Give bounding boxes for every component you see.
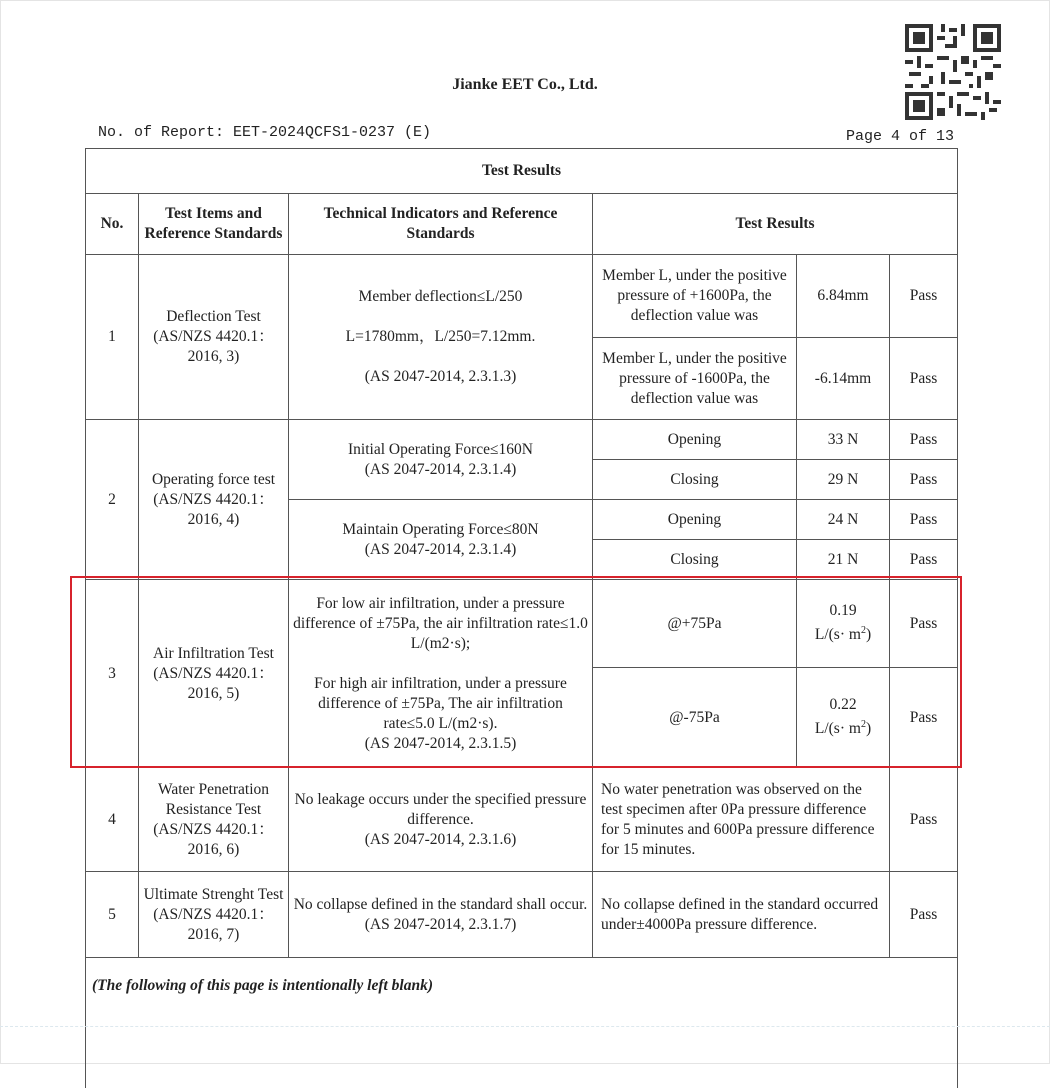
scan-divider (0, 1026, 1050, 1028)
header-test-results: Test Results (593, 194, 958, 255)
row2-indicator-initial-ref: (AS 2047-2014, 2.3.1.4) (293, 460, 588, 480)
row2-s1-result: Pass (890, 420, 958, 460)
row1-sub1-value: 6.84mm (797, 255, 890, 338)
row3-s2-unit: $L/(s\cdot m^2)$ (801, 715, 885, 739)
row2-s2-label: Closing (593, 460, 797, 500)
row2-s4-value: 21 N (797, 540, 890, 580)
row2-indicator-maintain-limit: Maintain Operating Force≤80N (293, 520, 588, 540)
page-number: Page 4 of 13 (846, 128, 954, 145)
row1-indicator-length: L=1780mm，L/250=7.12mm. (293, 327, 588, 347)
row5-result: Pass (890, 872, 958, 958)
row2-s4-label: Closing (593, 540, 797, 580)
row1-indicator-ref: (AS 2047-2014, 2.3.1.3) (293, 367, 588, 387)
header-no: No. (86, 194, 139, 255)
row3-s1-unit: $L/(s\cdot m^2)$ (801, 621, 885, 645)
row3-s2-label: @-75Pa (593, 668, 797, 768)
row5-indicator-text: No collapse defined in the standard shall occur. (293, 895, 588, 915)
row3-test-item: Air Infiltration Test (AS/NZS 4420.1：2016, 5) (139, 580, 289, 768)
row3-s2-result: Pass (890, 668, 958, 768)
row5-result-text: No collapse defined in the standard occurred under±4000Pa pressure difference. (593, 872, 890, 958)
row3-no: 3 (86, 580, 139, 768)
row4-indicator-text: No leakage occurs under the specified pressure difference. (293, 790, 588, 830)
row2-s1-value: 33 N (797, 420, 890, 460)
qr-code-icon (905, 24, 1001, 120)
row3-s2-value-cell (797, 668, 890, 768)
row2-indicator-initial-limit: Initial Operating Force≤160N (293, 440, 588, 460)
row2-test-item: Operating force test (AS/NZS 4420.1：2016, 4) (139, 420, 289, 580)
row5-test-item: Ultimate Strenght Test (AS/NZS 4420.1：2016, 7) (139, 872, 289, 958)
row3-indicator-low: For low air infiltration, under a pressure difference of ±75Pa, the air infiltration rate≤1.0 L/(m2·s); (293, 594, 588, 654)
row5-indicator-ref: (AS 2047-2014, 2.3.1.7) (293, 915, 588, 935)
row2-no: 2 (86, 420, 139, 580)
row2-s2-result: Pass (890, 460, 958, 500)
row2-s2-value: 29 N (797, 460, 890, 500)
row2-s3-label: Opening (593, 500, 797, 540)
row4-result: Pass (890, 768, 958, 872)
row3-indicator-high: For high air infiltration, under a pressure difference of ±75Pa, The air infiltration rate≤5.0 L/(m2·s). (293, 674, 588, 734)
row1-test-item: Deflection Test (AS/NZS 4420.1：2016, 3) (139, 255, 289, 420)
row2-indicator-initial (289, 420, 593, 500)
row4-test-item: Water Penetration Resistance Test (AS/NZS 4420.1：2016, 6) (139, 768, 289, 872)
row3-s2-value: 0.22 (801, 695, 885, 715)
row3-s1-result: Pass (890, 580, 958, 668)
row2-indicator-maintain (289, 500, 593, 580)
row5-indicators (289, 872, 593, 958)
row1-sub2-value: -6.14mm (797, 338, 890, 420)
row1-sub2-result: Pass (890, 338, 958, 420)
row2-s3-result: Pass (890, 500, 958, 540)
row1-indicators (289, 255, 593, 420)
row2-indicator-maintain-ref: (AS 2047-2014, 2.3.1.4) (293, 540, 588, 560)
row4-indicators (289, 768, 593, 872)
row3-indicators (289, 580, 593, 768)
row5-no: 5 (86, 872, 139, 958)
row3-s1-label: @+75Pa (593, 580, 797, 668)
test-results-table (85, 148, 958, 1088)
row1-sub1-desc: Member L, under the positive pressure of +1600Pa, the deflection value was (593, 255, 797, 338)
row4-result-text: No water penetration was observed on the test specimen after 0Pa pressure difference for 5 minutes and 600Pa pressure difference for 15 minutes. (593, 768, 890, 872)
row1-no: 1 (86, 255, 139, 420)
row2-s1-label: Opening (593, 420, 797, 460)
row2-s3-value: 24 N (797, 500, 890, 540)
report-number: No. of Report: EET-2024QCFS1-0237 (E) (98, 124, 431, 141)
table-title: Test Results (86, 149, 958, 194)
row4-no: 4 (86, 768, 139, 872)
row1-sub2-desc: Member L, under the positive pressure of -1600Pa, the deflection value was (593, 338, 797, 420)
company-name: Jianke EET Co., Ltd. (0, 76, 1050, 94)
row2-s4-result: Pass (890, 540, 958, 580)
row1-indicator-limit: Member deflection≤L/250 (293, 287, 588, 307)
header-test-items: Test Items and Reference Standards (139, 194, 289, 255)
blank-page-note: (The following of this page is intentionally left blank) (86, 958, 958, 1088)
header-indicators: Technical Indicators and Reference Standards (289, 194, 593, 255)
row1-sub1-result: Pass (890, 255, 958, 338)
row3-s1-value: 0.19 (801, 601, 885, 621)
row4-indicator-ref: (AS 2047-2014, 2.3.1.6) (293, 830, 588, 850)
row3-indicator-ref: (AS 2047-2014, 2.3.1.5) (293, 734, 588, 754)
row3-s1-value-cell (797, 580, 890, 668)
